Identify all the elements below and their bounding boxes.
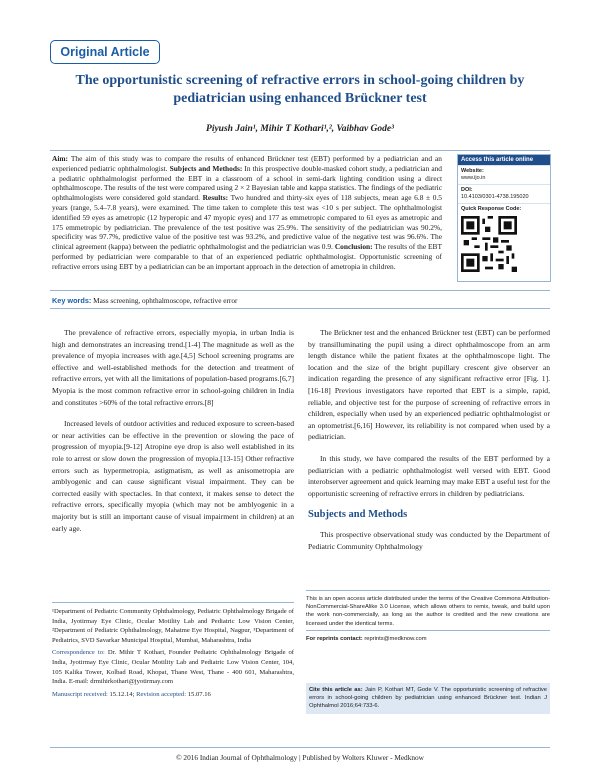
conclusion-text: The results of the EBT performed by pediatrician were comparable to that of an experienced pediatric ophthalmologist. Opportunistic screening of refractive errors using EBT by a pediatrician can be an important approach in the detection of ametropia in children. — [52, 242, 443, 271]
methods-text: In this prospective double-masked cohort study, a pediatrician and a pediatric ophthalmologist performed the EBT in a classroom of a school in semi-dark lighting condition using a direct ophthalmoscope. The results of the test were compared using 2 × 2 Bayesian table and kappa statistics. The findings of the pediatric ophthalmologists were considered gold standard. — [52, 163, 442, 203]
qr-code-icon[interactable] — [461, 216, 517, 272]
open-access-notice: This is an open access article distributed under the terms of the Creative Commons Attribution-NonCommercial-ShareAlike 3.0 License, which allows others to remix, tweak, and build upon the work non-commercially, as long as the author is credited and the new creations are licensed under the identical terms. — [306, 590, 550, 628]
reprints — [306, 630, 550, 642]
website-link[interactable]: www.ijo.in — [461, 175, 486, 181]
citation-box — [306, 683, 550, 714]
body-paragraph: In this study, we have compared the results of the EBT performed by a pediatrician with a pediatric ophthalmologist well versed with EBT. Good interobserver agreement and quick learning may make EBT a useful test for the opportunistic screening of refractive errors in children by pediatricians. — [308, 453, 550, 498]
reprints-label: For reprints contact: — [306, 636, 363, 642]
aim-text: The aim of this study was to compare the results of enhanced Brückner test (EBT) performed by a pediatrician and an experienced pediatric ophthalmologist. — [52, 154, 442, 173]
body-paragraph: Increased levels of outdoor activities and reduced exposure to screen-based or near activities can be effective in the prevention or slowing the pace of progression of myopia.[9-12] Atropine eye drop is also well established in its role to arrest or slow down the progression of myopia.[13-15] Other refractive errors such as hypermetropia, astigmatism, as well as anisometropia are amblyogenic and can cause significant visual impairment. They can be corrected easily with spectacles. In that context, it makes sense to detect the refractive errors, specifically myopia (which may not be amblyogenic in a majority but is still an important cause of visual impairment in children) at an early age. — [52, 419, 294, 533]
right-column — [308, 327, 550, 562]
aim-label: Aim: — [52, 154, 69, 163]
received-date: 15.12.14; — [109, 690, 135, 698]
correspondence-text: Dr. Mihir T Kothari, Founder Pediatric Ophthalmology Brigade of India, Jyotirmay Eye Clinic, Ocular Motility Lab and Pediatric Low Vision Center, 104, 105 Kalika Tower, Kolbad Road, Khopat, Thane West, Thane - 400 601, Maharashtra, India. E-mail: drmihirkothari@jyotirmay.com — [52, 649, 295, 686]
accepted-label: Revision accepted: — [136, 690, 187, 698]
body-paragraph: This prospective observational study was conducted by the Department of Pediatric Community Ophthalmology — [308, 529, 550, 551]
divider — [50, 747, 550, 748]
website-label: Website: — [461, 168, 484, 174]
doi-value[interactable]: 10.4103/0301-4738.195020 — [461, 194, 529, 200]
left-column — [52, 327, 294, 544]
access-header: Access this article online — [458, 155, 550, 165]
reprints-email[interactable]: reprints@medknow.com — [364, 636, 427, 642]
keywords — [52, 296, 237, 305]
body-paragraph: The Brückner test and the enhanced Brückner test (EBT) can be performed by transilluminating the pupil using a direct ophthalmoscope from an arm length distance while the patient fixates at the ophthalmoscope light. The location and the size of the bright pupillary crescent give observer an indication regarding the presence of any significant refractive error [Fig. 1].[16-18] Previous investigators have reported that EBT is a simple, rapid, reliable, and objective test for the purpose of screening of refractive errors in children, especially when used by an experienced pediatric ophthalmologist or an optometrist.[6,16] However, its reliability is not compared when used by a pediatrician. — [308, 328, 550, 442]
correspondence-label: Correspondence to: — [52, 649, 105, 657]
keywords-label: Key words: — [52, 296, 92, 305]
received-label: Manuscript received: — [52, 690, 108, 698]
results-label: Results: — [202, 193, 229, 203]
page-footer: © 2016 Indian Journal of Ophthalmology | Published by Wolters Kluwer - Medknow — [176, 753, 424, 762]
keywords-text: Mass screening, ophthalmoscope, refractive error — [93, 296, 238, 305]
article-type-badge: Original Article — [50, 40, 160, 64]
section-heading: Subjects and Methods — [308, 509, 408, 521]
accepted-date: 15.07.16 — [187, 690, 211, 698]
cite-text: Jain P, Kothari MT, Gode V. The opportunistic screening of refractive errors in school-going children by pediatrician using enhanced Brückner test. Indian J Ophthalmol 2016;64:733-6. — [309, 687, 547, 710]
conclusion-label: Conclusion: — [334, 242, 373, 252]
methods-label: Subjects and Methods: — [169, 163, 243, 173]
qr-label: Quick Response Code: — [461, 206, 522, 212]
abstract — [52, 154, 442, 272]
body-paragraph: The prevalence of refractive errors, especially myopia, in urban India is high and demonstrates an increasing trend.[1-4] The magnitude as well as the prevalence of myopia increases with age.[4,5] School screening programs are effective and well-established methods for the detection and treatment of refractive errors, yet with all the limitations of population-based programs.[6,7] Myopia is the most common refractive error in school-going children in India and constitutes >60% of the total refractive errors.[8] — [52, 328, 294, 407]
author-list: Piyush Jain¹, Mihir T Kothari¹,², Vaibhav Gode³ — [206, 124, 394, 134]
divider — [50, 150, 550, 151]
divider — [50, 308, 550, 309]
divider — [50, 290, 550, 291]
results-text: Two hundred and thirty-six eyes of 118 subjects, mean age 6.8 ± 0.5 years (range, 5.4–7.8 years), were examined. The time taken to complete this test was <10 s per subject. The ophthalmologist identified 59 eyes as ametropic (12 hyperopic and 47 myopic eyes) and 177 as emmetropic compared to 61 eyes as ametropic and 175 emmetropic by pediatrician. The prevalence of the test positive was 25.9%. The sensitivity of the pediatrician was 90.2%, specificity was 97.7%, predictive value of the positive test was 93.2%, and predictive value of the negative test was 96.6%. The clinical agreement (kappa) between the pediatric ophthalmologist and the pediatrician was 0.9. — [52, 193, 443, 252]
access-box — [457, 154, 551, 282]
doi-label: DOI: — [461, 187, 473, 193]
article-title: The opportunistic screening of refractive errors in school-going children by pediatrician using enhanced Brückner test — [75, 73, 525, 106]
affiliations — [52, 602, 294, 699]
affiliation-text: ¹Department of Pediatric Community Ophthalmology, Pediatric Ophthalmology Brigade of India, Jyotirmay Eye Clinic, Ocular Motility Lab and Pediatric Low Vision Center, ²Department of Pediatric Ophthalmology, Mahatme Eye Hospital, Nagpur, ³Department of Pediatrics, SVD Savarkar Municipal Hospital, Mumbai, Maharashtra, India — [52, 608, 294, 644]
cite-label: Cite this article as: — [309, 687, 363, 693]
